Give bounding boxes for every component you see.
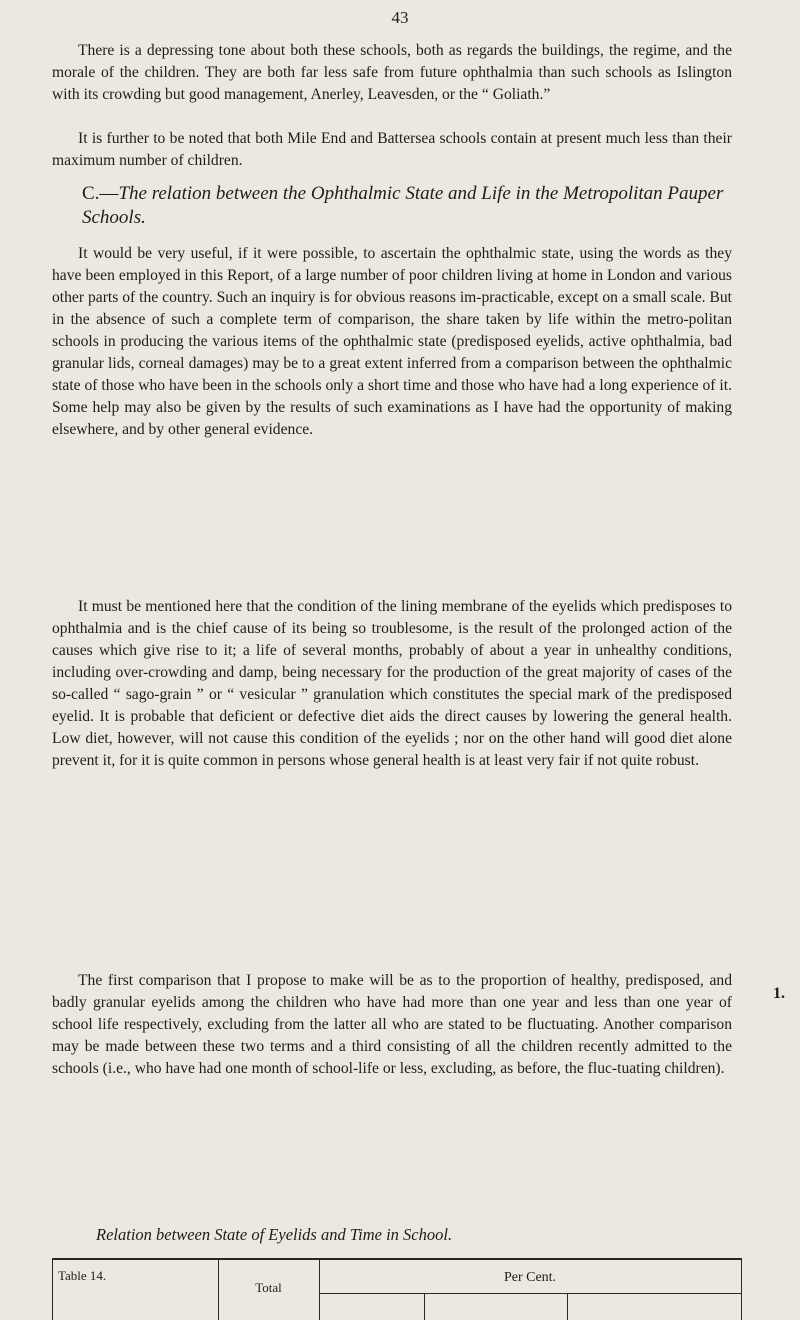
table-divider-4 <box>567 1293 568 1320</box>
table-caption: Relation between State of Eyelids and Time in School. <box>96 1225 453 1244</box>
paragraph-first-comparison: The first comparison that I propose to make will be as to the proportion of healthy, predisposed, and badly granular eyelids among the children who have had more than one year and less than one year of school life respectively, excluding from the latter all who are stated to be fluctuating. Another comparison may be made between these two terms and a third consisting of all the children recently admitted to the schools (i.e., who have had one month of school-life or less, excluding, as before, the fluc-tuating children). <box>52 972 732 1077</box>
section-title: The relation between the Ophthalmic State and Life in the Metropolitan Pauper Schools. <box>82 183 724 228</box>
table-divider-2 <box>319 1260 320 1320</box>
margin-number: 1. <box>773 985 785 1002</box>
table-subheader-rule <box>319 1293 741 1294</box>
table-divider-3 <box>424 1293 425 1320</box>
paragraph-morale: There is a depressing tone about both these schools, both as regards the buildings, the regime, and the morale of the children. They are both far less safe from future ophthalmia than such schools as Islington with its crowding but good management, Anerley, Leavesden, or the “ Goliath.” <box>52 42 732 103</box>
page-number: 43 <box>391 8 409 27</box>
table-label: Table 14. <box>58 1268 107 1283</box>
section-heading <box>82 182 732 230</box>
paragraph-prolonged-action: It must be mentioned here that the condition of the lining membrane of the eyelids which predisposes to ophthalmia and is the chief cause of its being so troublesome, is the result of the prolonged action of the causes which give rise to it; a life of several months, probably of about a year in unhealthy conditions, including over-crowding and damp, being necessary for the production of the great majority of cases of the so-called “ sago-grain ” or “ vesicular ” granulation which constitutes the special mark of the predisposed eyelid. It is probable that deficient or defective diet aids the direct causes by lowering the general health. Low diet, however, will not cause this condition of the eyelids ; nor on the other hand will good diet alone prevent it, for it is quite common in persons whose general health is at least very fair if not quite robust. <box>52 598 732 769</box>
paragraph-maximum-number: It is further to be noted that both Mile End and Battersea schools contain at present much less than their maximum number of children. <box>52 130 732 169</box>
table-14 <box>52 1258 742 1320</box>
table-border-right <box>741 1260 742 1320</box>
section-letter: C.— <box>82 183 119 204</box>
paragraph-inquiry: It would be very useful, if it were possible, to ascertain the ophthalmic state, using the words as they have been employed in this Report, of a large number of poor children living at home in London and various other parts of the country. Such an inquiry is for obvious reasons im-practicable, except on a small scale. But in the absence of such a complete term of comparison, the share taken by life within the metro-politan schools in producing the various items of the ophthalmic state (predisposed eyelids, active ophthalmia, bad granular lids, corneal damages) may be to a great extent inferred from a comparison between the ophthalmic state of those who have been in the schools only a short time and those who have had a long experience of it. Some help may also be given by the results of such examinations as I have had the opportunity of making elsewhere, and by other general evidence. <box>52 245 732 438</box>
table-total-header: Total <box>255 1280 282 1295</box>
table-per-cent-header: Per Cent. <box>503 1270 557 1285</box>
table-border-left <box>52 1260 53 1320</box>
